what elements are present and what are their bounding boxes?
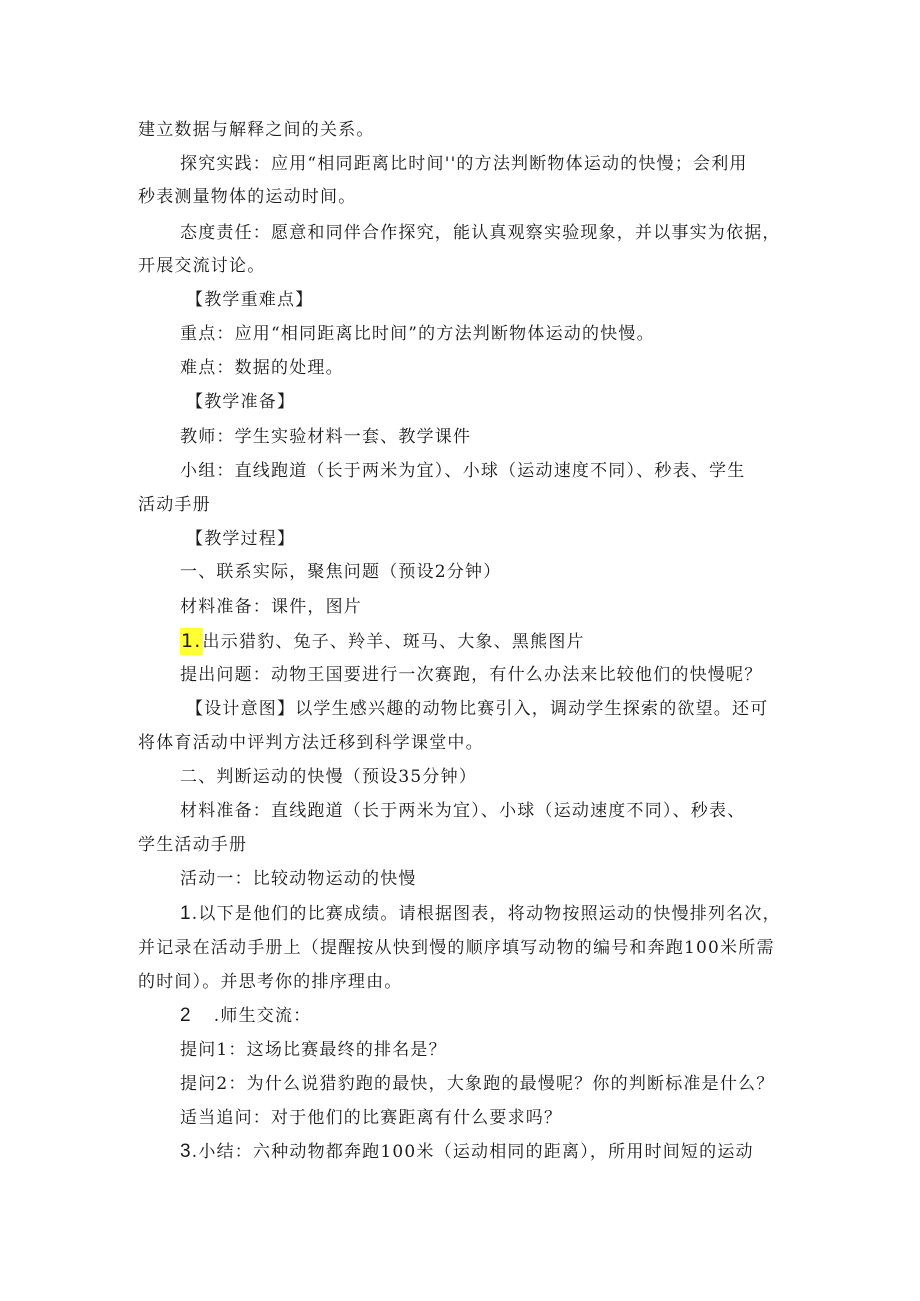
paragraph-line: 并记录在活动手册上（提醒按从快到慢的顺序填写动物的编号和奔跑100米所需 xyxy=(138,938,775,958)
paragraph-line: 提问2：为什么说猎豹跑的最快，大象跑的最慢呢？你的判断标准是什么？ xyxy=(180,1074,775,1094)
section-heading: 【教学重难点】 xyxy=(186,290,314,310)
paragraph-line: 态度责任：愿意和同伴合作探究，能认真观察实验现象，并以事实为依据， xyxy=(180,223,781,243)
paragraph-line: 学生活动手册 xyxy=(138,835,248,855)
paragraph-line: 二、判断运动的快慢（预设35分钟） xyxy=(180,767,478,787)
paragraph-line: 难点：数据的处理。 xyxy=(180,358,344,378)
paragraph-line: 建立数据与解释之间的关系。 xyxy=(138,120,375,140)
list-item xyxy=(180,1140,754,1164)
list-item xyxy=(180,902,781,926)
paragraph-line: 一、联系实际，聚焦问题（预设2分钟） xyxy=(180,562,502,582)
paragraph-line: 提问1：这场比赛最终的排名是？ xyxy=(180,1040,447,1060)
paragraph-line: 材料准备：课件，图片 xyxy=(180,597,362,617)
list-item-text: 出示猎豹、兔子、羚羊、斑马、大象、黑熊图片 xyxy=(202,632,585,652)
paragraph-line: 开展交流讨论。 xyxy=(138,256,266,276)
paragraph-line: 重点：应用“相同距离比时间”的方法判断物体运动的快慢。 xyxy=(180,324,655,344)
paragraph-line: 将体育活动中评判方法迁移到科学课堂中。 xyxy=(138,733,484,753)
paragraph-line: 教师：学生实验材料一套、教学课件 xyxy=(180,427,472,447)
section-heading: 【教学准备】 xyxy=(186,392,296,412)
paragraph-line: 【设计意图】以学生感兴趣的动物比赛引入，调动学生探索的欲望。还可 xyxy=(186,699,769,719)
paragraph-line: 的时间）。并思考你的排序理由。 xyxy=(138,972,403,992)
list-marker: 1 xyxy=(180,903,192,924)
paragraph-line: 秒表测量物体的运动时间。 xyxy=(138,187,357,207)
list-item-text: .小结：六种动物都奔跑100米（运动相同的距离），所用时间短的运动 xyxy=(191,1142,754,1162)
list-item-text: .以下是他们的比赛成绩。请根据图表，将动物按照运动的快慢排列名次， xyxy=(191,904,781,924)
section-heading: 【教学过程】 xyxy=(186,529,296,549)
list-item xyxy=(180,1004,311,1028)
list-marker: 2 xyxy=(180,1005,192,1026)
paragraph-line: 活动一：比较动物运动的快慢 xyxy=(180,869,417,889)
highlighted-list-marker: 1. xyxy=(180,628,203,655)
paragraph-line: 活动手册 xyxy=(138,495,211,515)
paragraph-line: 探究实践：应用“相同距离比时间''的方法判断物体运动的快慢；会利用 xyxy=(180,154,748,174)
list-item xyxy=(180,629,585,654)
paragraph-line: 适当追问：对于他们的比赛距离有什么要求吗？ xyxy=(180,1108,563,1128)
list-marker: 3 xyxy=(180,1141,192,1162)
paragraph-line: 材料准备：直线跑道（长于两米为宜）、小球（运动速度不同）、秒表、 xyxy=(180,801,746,821)
list-item-text: .师生交流： xyxy=(213,1006,312,1026)
paragraph-line: 小组：直线跑道（长于两米为宜）、小球（运动速度不同）、秒表、学生 xyxy=(180,461,746,481)
paragraph-line: 提出问题：动物王国要进行一次赛跑，有什么办法来比较他们的快慢呢？ xyxy=(180,665,763,685)
